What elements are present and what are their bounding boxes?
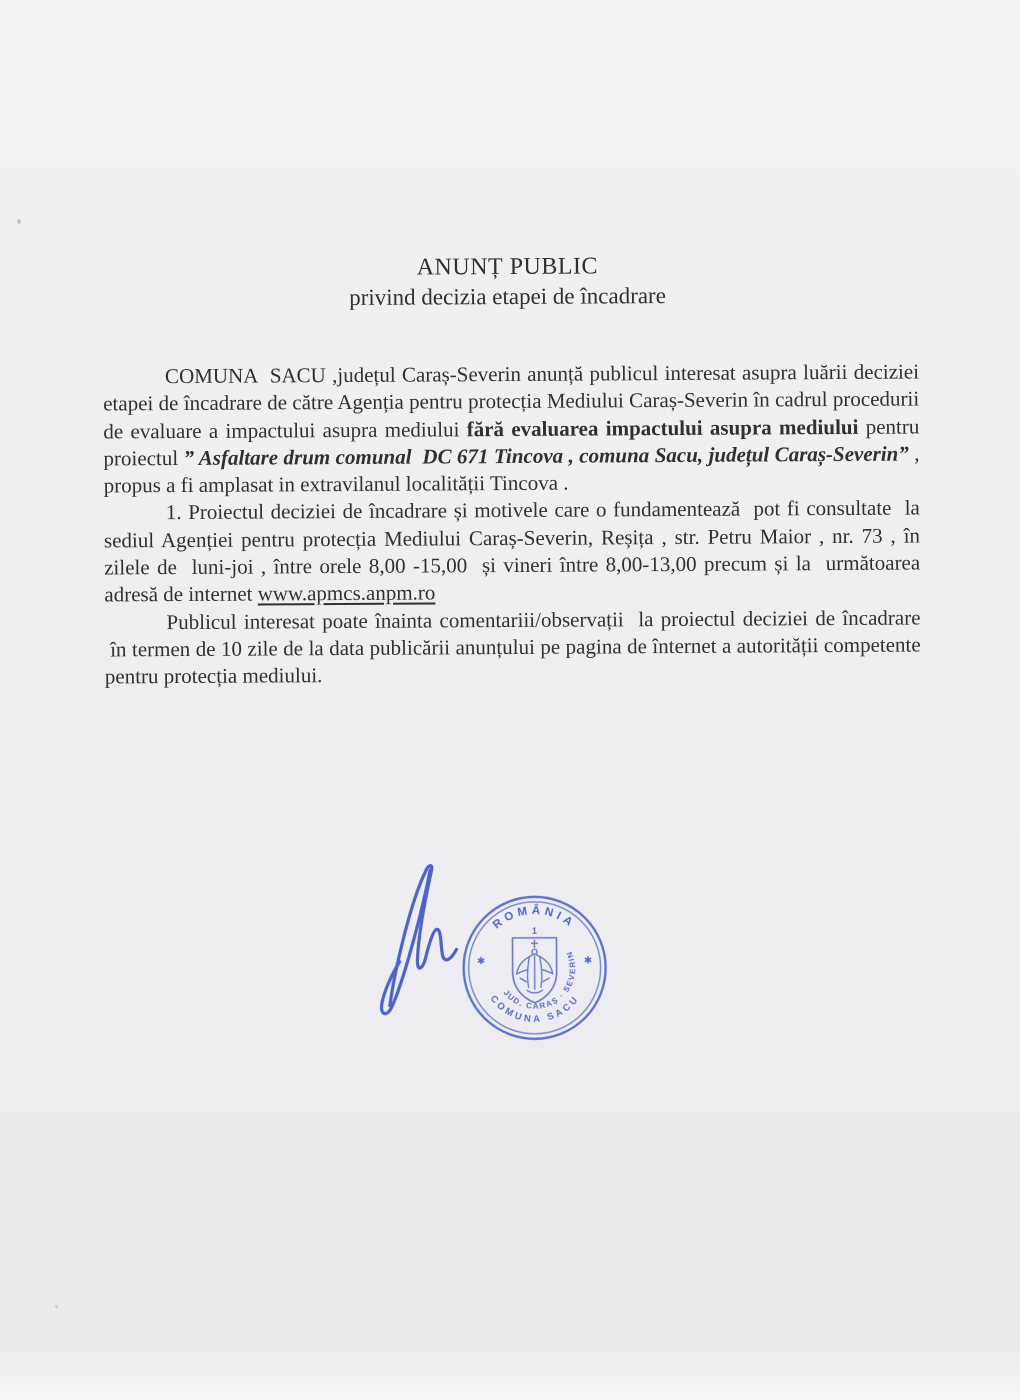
document-body [103,358,921,691]
stamp-commune-arc-text: COMUNA SACU [487,992,583,1026]
round-official-stamp [456,889,613,1046]
stamp-number: 1 [531,925,537,936]
stamp-county-arc-text: JUD. CARAȘ · SEVERIN [501,949,578,1011]
paragraph-consultation-info [104,495,921,609]
para2-text: 1. Proiectul deciziei de încadrare și motivele care o fundamentează pot fi consultate la sediul Agenției pentru protecția Mediului Caraș-Severin, Reșița , str. Petru Maior , nr. 73 , în zilele de luni-joi , între orele 8,00 -15,00 și vineri între 8,00-13,00 precum și la următoarea adresă de internet [103,495,921,607]
scan-speck-2 [55,1305,58,1308]
stamp-star-right-icon: ✱ [583,955,593,967]
scan-speck-1 [17,219,21,224]
para1-text-3: , propus a fi amplasat in extravilanul localității Tincova . [103,441,920,498]
signature-stroke-loop [381,870,431,1013]
para1-text-1: COMUNA SACU ,județul Caraș-Severin anunță publicul interesat asupra luării deciziei etapei de încadrare de către Agenția pentru protecția Mediului Caraș-Severin în cadrul procedurii de evaluare a impactului asupra mediului [103,359,920,444]
document-header [0,249,1018,315]
stamp-country-arc-text: ROMÂNIA [491,904,578,932]
paragraph-announcement [103,358,920,499]
agency-website-url: www.apmcs.anpm.ro [257,580,436,606]
coat-of-arms-icon [512,938,556,1003]
page-subtitle: privind decizia etapei de încadrare [349,283,666,310]
paragraph-comments-deadline: Publicul interesat poate înainta comentariii/observații la proiectul deciziei de încadrare în termen de 10 zile de la data publicării anunțului pe pagina de înternet a autorității competente pentru protecția mediului. [104,605,921,689]
para1-project-name: ” Asfaltare drum comunal DC 671 Tincova , comuna Sacu, județul Caraș-Severin” [183,441,909,470]
page-title: ANUNȚ PUBLIC [416,253,599,281]
stamp-star-left-icon: ✱ [476,956,486,968]
para1-text-2: pentru proiectul [103,414,920,471]
para1-bold-no-impact-assessment: fără evaluarea impactului asupra mediului [466,414,859,441]
